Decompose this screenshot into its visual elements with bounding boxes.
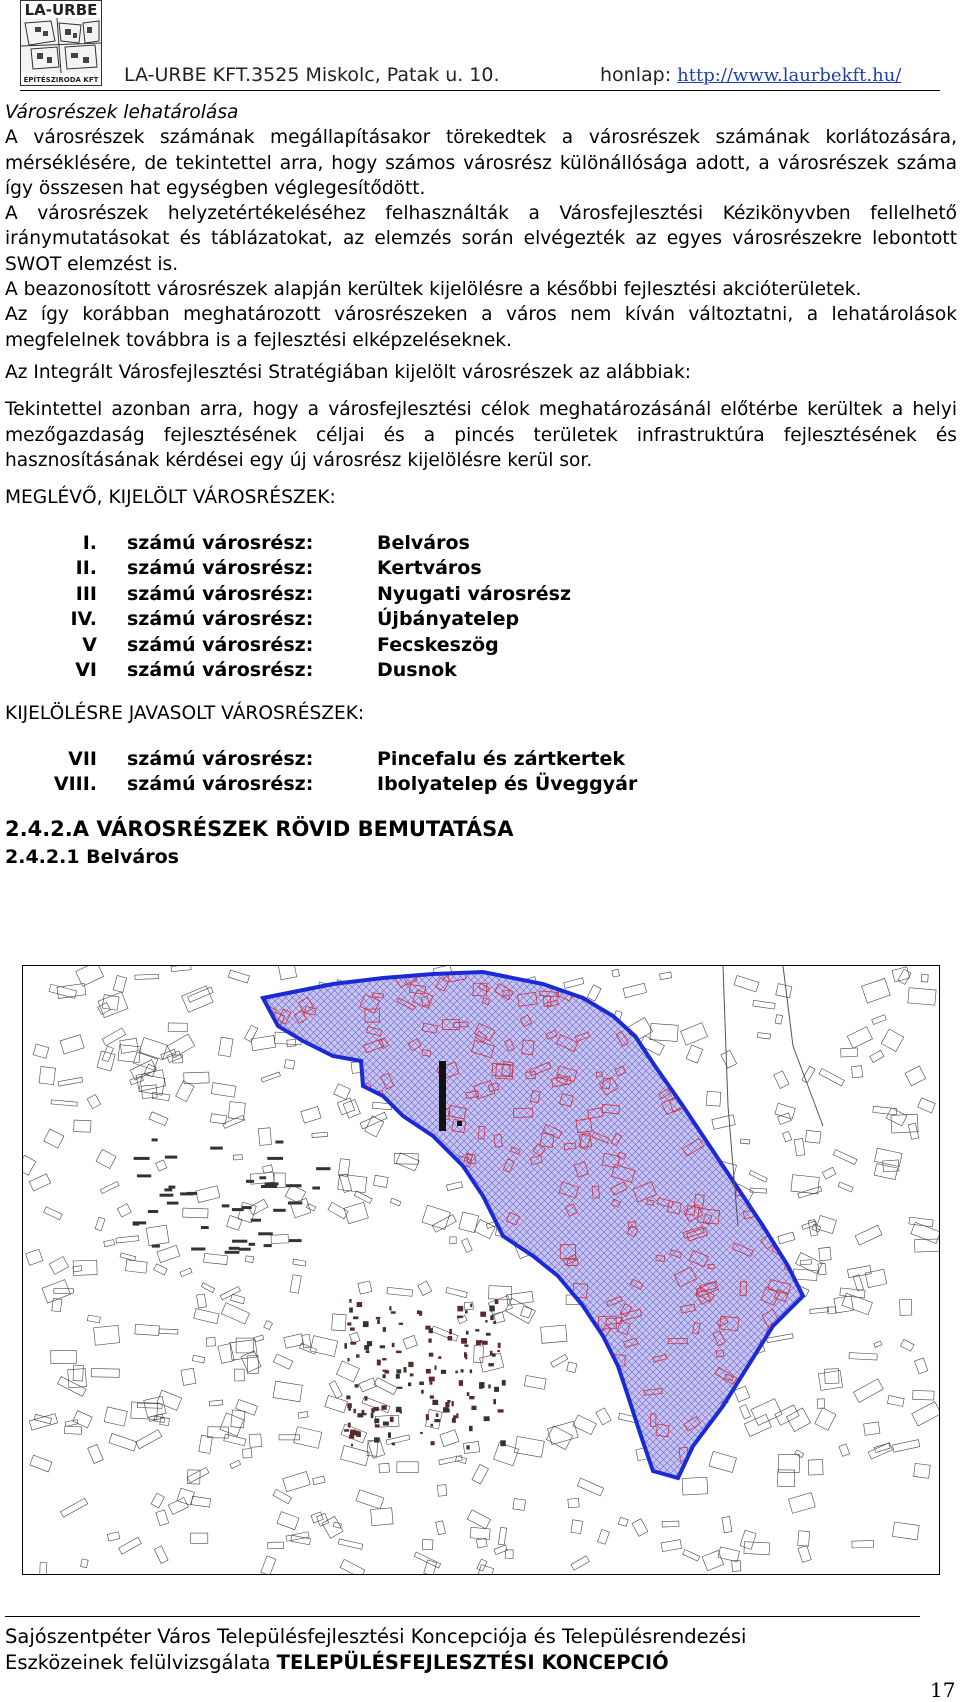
existing-num: IV. xyxy=(70,608,97,631)
website-label: honlap: xyxy=(600,64,672,86)
existing-label: számú városrész: xyxy=(127,582,314,605)
header-divider xyxy=(20,90,940,91)
existing-row xyxy=(5,530,571,556)
existing-row xyxy=(5,607,571,633)
footer-line-2 xyxy=(5,1650,920,1676)
note-paragraph: Tekintettel azonban arra, hogy a városfejlesztési célok meghatározásánál előtérbe kerültek a helyi mezőgazdaság fejlesztésének céljai és a pincés területek infrastruktúra fejlesztésének és hasznosításának kérdései egy új városrész kijelölésre kerül sor. xyxy=(5,399,957,471)
footer-line-1: Sajószentpéter Város Településfejlesztési Koncepciója és Településrendezési xyxy=(5,1625,747,1648)
footer-divider xyxy=(5,1616,920,1617)
section-title: Városrészek lehatárolása xyxy=(5,102,239,123)
existing-label: számú városrész: xyxy=(127,633,314,656)
proposed-label: számú városrész: xyxy=(127,773,314,796)
paragraph-4: Az így korábban meghatározott városrészeken a város nem kíván változtatni, a lehatárolások megfelelnek továbbra is a fejlesztési elképzeléseknek. xyxy=(5,304,957,351)
footer-text xyxy=(5,1624,920,1676)
website xyxy=(600,64,901,86)
proposed-label: számú városrész: xyxy=(127,747,314,770)
proposed-num: VIII. xyxy=(53,773,97,796)
existing-label: számú városrész: xyxy=(127,659,314,682)
page-header xyxy=(20,0,940,88)
existing-name: Nyugati városrész xyxy=(377,582,572,605)
paragraph-2: A városrészek helyzetértékeléséhez felhasználták a Városfejlesztési Kézikönyvben fellelhető iránymutatásokat és táblázatokat, az elemzés során elvégezték az egyes városrészekre lebontott SWOT elemzést is. xyxy=(5,203,957,275)
company-address: LA-URBE KFT.3525 Miskolc, Patak u. 10. xyxy=(124,64,500,86)
company-logo xyxy=(20,0,102,86)
footer-plain: Eszközeinek felülvizsgálata xyxy=(5,1651,271,1674)
proposed-num: VII xyxy=(68,747,97,770)
existing-name: Belváros xyxy=(377,531,470,554)
proposed-name: Pincefalu és zártkertek xyxy=(377,747,625,770)
proposed-name: Ibolyatelep és Üveggyár xyxy=(377,773,638,796)
intro-text: Az Integrált Városfejlesztési Stratégiában kijelölt városrészek az alábbiak: xyxy=(5,361,691,383)
existing-name: Újbányatelep xyxy=(377,608,520,631)
website-link[interactable]: http://www.laurbekft.hu/ xyxy=(677,65,902,86)
existing-label: számú városrész: xyxy=(127,557,314,580)
subchapter-heading: 2.4.2.1 Belváros xyxy=(5,845,179,868)
proposed-heading: KIJELÖLÉSRE JAVASOLT VÁROSRÉSZEK: xyxy=(5,703,365,725)
existing-row xyxy=(5,658,571,684)
paragraph-1: A városrészek számának megállapításakor törekedtek a városrészek számának korlátozására, mérséklésére, de tekintettel arra, hogy számos városrész különállósága adott, a városrészek száma így összesen hat egységben véglegesítődött. xyxy=(5,127,957,199)
existing-label: számú városrész: xyxy=(127,531,314,554)
existing-row xyxy=(5,632,571,658)
proposed-row xyxy=(5,747,637,773)
existing-num: II. xyxy=(75,557,97,580)
existing-name: Dusnok xyxy=(377,659,457,682)
existing-row xyxy=(5,556,571,582)
existing-num: III xyxy=(75,582,97,605)
footer-bold: TELEPÜLÉSFEJLESZTÉSI KONCEPCIÓ xyxy=(276,1651,669,1674)
proposed-row xyxy=(5,772,637,798)
map-graphic xyxy=(23,966,939,1574)
existing-name: Fecskeszög xyxy=(377,633,499,656)
document-body xyxy=(5,100,957,870)
logo-subtitle: ÉPÍTÉSZIRODA KFT xyxy=(23,76,99,84)
existing-num: I. xyxy=(82,531,97,554)
existing-heading: MEGLÉVŐ, KIJELÖLT VÁROSRÉSZEK: xyxy=(5,487,336,509)
paragraph-3: A beazonosított városrészek alapján kerültek kijelölésre a későbbi fejlesztési akcióterületek. xyxy=(5,279,862,301)
existing-num: VI xyxy=(75,659,97,682)
existing-num: V xyxy=(82,633,97,656)
existing-label: számú városrész: xyxy=(127,608,314,631)
existing-name: Kertváros xyxy=(377,557,482,580)
existing-districts-table xyxy=(5,530,571,683)
proposed-districts-table xyxy=(5,747,637,798)
chapter-heading: 2.4.2.A VÁROSRÉSZEK RÖVID BEMUTATÁSA xyxy=(5,816,514,841)
existing-row xyxy=(5,581,571,607)
district-map xyxy=(22,965,940,1575)
page-number: 17 xyxy=(930,1678,956,1702)
logo-title: LA-URBE xyxy=(24,1,98,19)
